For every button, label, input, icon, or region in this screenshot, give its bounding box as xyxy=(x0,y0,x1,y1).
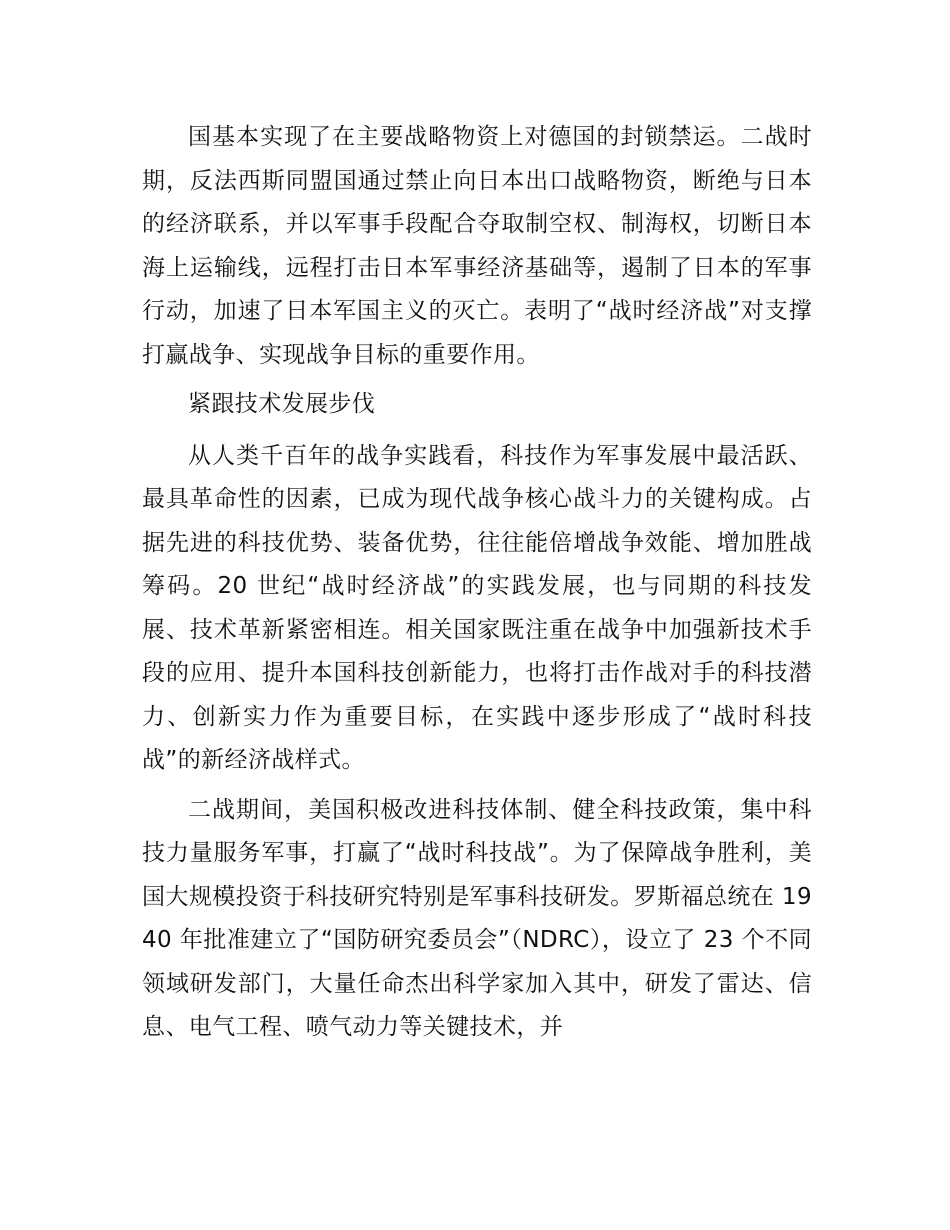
paragraph-tech-importance: 从人类千百年的战争实践看，科技作为军事发展中最活跃、最具革命性的因素，已成为现代战争核心战斗力的关键构成。占据先进的科技优势、装备优势，往往能倍增战争效能、增加胜战筹码。20 世纪“战时经济战”的实践发展，也与同期的科技发展、技术革新紧密相连。相关国家既注重在战争中加强新技术手段的应用、提升本国科技创新能力，也将打击作战对手的科技潜力、创新实力作为重要目标，在实践中逐步形成了“战时科技战”的新经济战样式。 xyxy=(142,442,812,773)
section-heading-tech: 紧跟技术发展步伐 xyxy=(188,391,376,417)
paragraph-us-wwii-tech: 二战期间，美国积极改进科技体制、健全科技政策，集中科技力量服务军事，打赢了“战时科技战”。为了保障战争胜利，美国大规模投资于科技研究特别是军事科技研发。罗斯福总统在 1940 年批准建立了“国防研究委员会”（NDRC），设立了 23 个不同领域研发部门，大量任命杰出科学家加入其中，研发了雷达、信息、电气工程、喷气动力等关键技术，并 xyxy=(142,796,812,1040)
document-page xyxy=(142,116,812,1056)
paragraph-blockade-summary: 国基本实现了在主要战略物资上对德国的封锁禁运。二战时期，反法西斯同盟国通过禁止向日本出口战略物资，断绝与日本的经济联系，并以军事手段配合夺取制空权、制海权，切断日本海上运输线，远程打击日本军事经济基础等，遏制了日本的军事行动，加速了日本军国主义的灭亡。表明了“战时经济战”对支撑打赢战争、实现战争目标的重要作用。 xyxy=(142,124,812,368)
